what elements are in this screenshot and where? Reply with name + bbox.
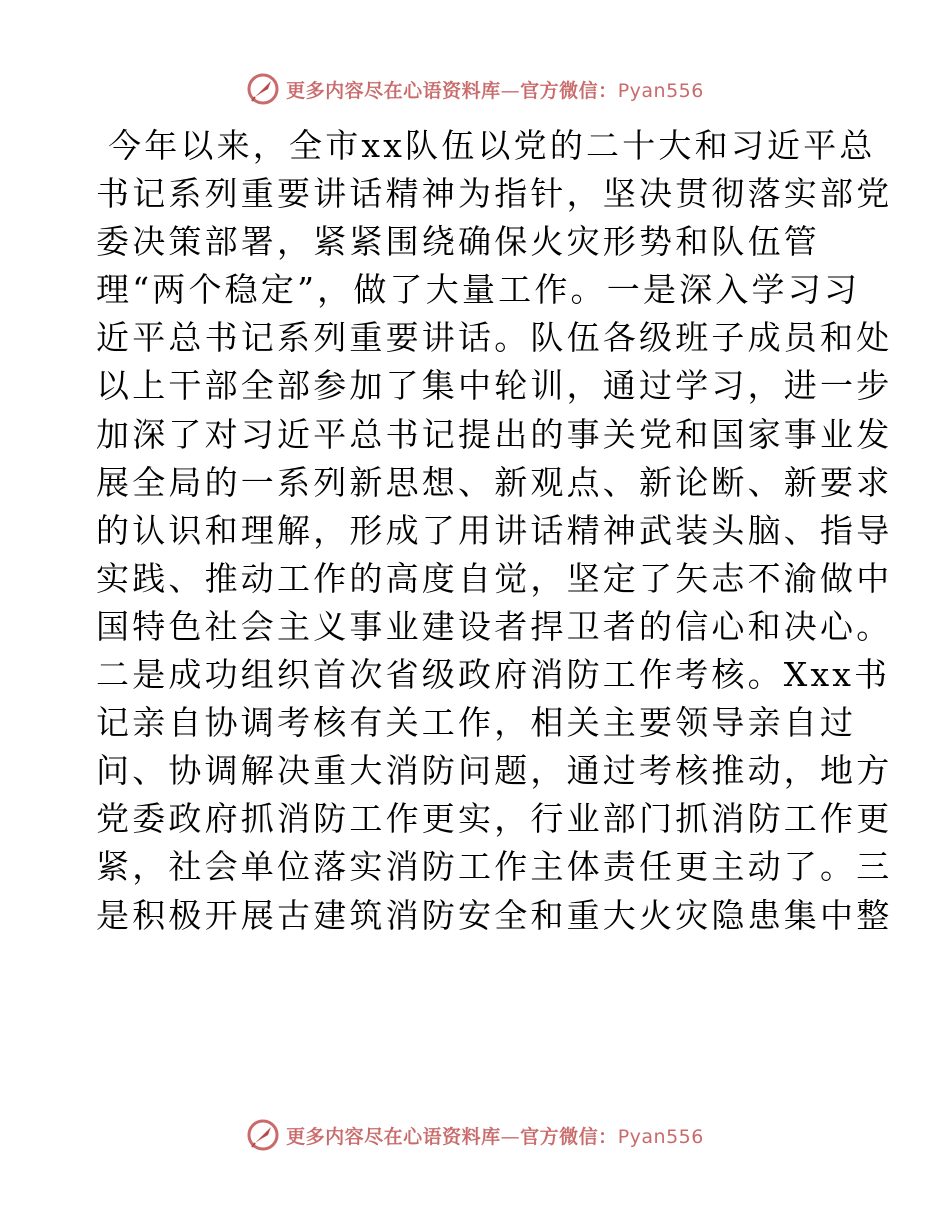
text-line: 今年以来，全市xx队伍以党的二十大和习近平总 — [108, 126, 876, 165]
text-line: 委决策部署，紧紧围绕确保火灾形势和队伍管 — [96, 222, 820, 262]
watermark-text — [286, 76, 704, 103]
text-line: 理“两个稳定”，做了大量工作。一是深入学习习 — [96, 270, 861, 310]
watermark-wechat-id: Pyan556 — [617, 1125, 704, 1148]
text-line: 展全局的一系列新思想、新观点、新论断、新要求 — [96, 462, 893, 502]
text-line: 问、协调解决重大消防问题，通过考核推动，地方 — [96, 751, 893, 791]
watermark-main-text: 更多内容尽在心语资料库 — [286, 1125, 501, 1148]
document-body — [96, 122, 893, 940]
text-line: 的认识和理解，形成了用讲话精神武装头脑、指导 — [96, 510, 893, 550]
watermark-wechat-label: 官方微信： — [520, 79, 618, 102]
text-line: 记亲自协调考核有关工作，相关主要领导亲自过 — [96, 703, 857, 743]
watermark-wechat-label: 官方微信： — [520, 1125, 618, 1148]
text-line: 紧，社会单位落实消防工作主体责任更主动了。三 — [96, 847, 893, 887]
text-line: 是积极开展古建筑消防安全和重大火灾隐患集中整 — [96, 895, 893, 935]
quill-logo-icon — [246, 1118, 280, 1152]
quill-logo-icon — [246, 72, 280, 106]
text-line: 国特色社会主义事业建设者捍卫者的信心和决心。 — [96, 606, 893, 646]
watermark-separator: — — [500, 79, 521, 102]
text-line: 书记系列重要讲话精神为指针，坚决贯彻落实部党 — [96, 174, 893, 214]
text-line: 二是成功组织首次省级政府消防工作考核。Xxx书 — [96, 655, 891, 695]
text-line: 实践、推动工作的高度自觉，坚定了矢志不渝做中 — [96, 558, 893, 598]
watermark-wechat-id: Pyan556 — [617, 79, 704, 102]
header-watermark — [0, 72, 950, 106]
text-line: 党委政府抓消防工作更实，行业部门抓消防工作更 — [96, 799, 893, 839]
text-line: 加深了对习近平总书记提出的事关党和国家事业发 — [96, 414, 893, 454]
watermark-text — [286, 1122, 704, 1149]
text-line: 近平总书记系列重要讲话。队伍各级班子成员和处 — [96, 318, 893, 358]
footer-watermark — [0, 1118, 950, 1152]
text-line: 以上干部全部参加了集中轮训，通过学习，进一步 — [96, 366, 893, 406]
watermark-separator: — — [500, 1125, 521, 1148]
watermark-main-text: 更多内容尽在心语资料库 — [286, 79, 501, 102]
